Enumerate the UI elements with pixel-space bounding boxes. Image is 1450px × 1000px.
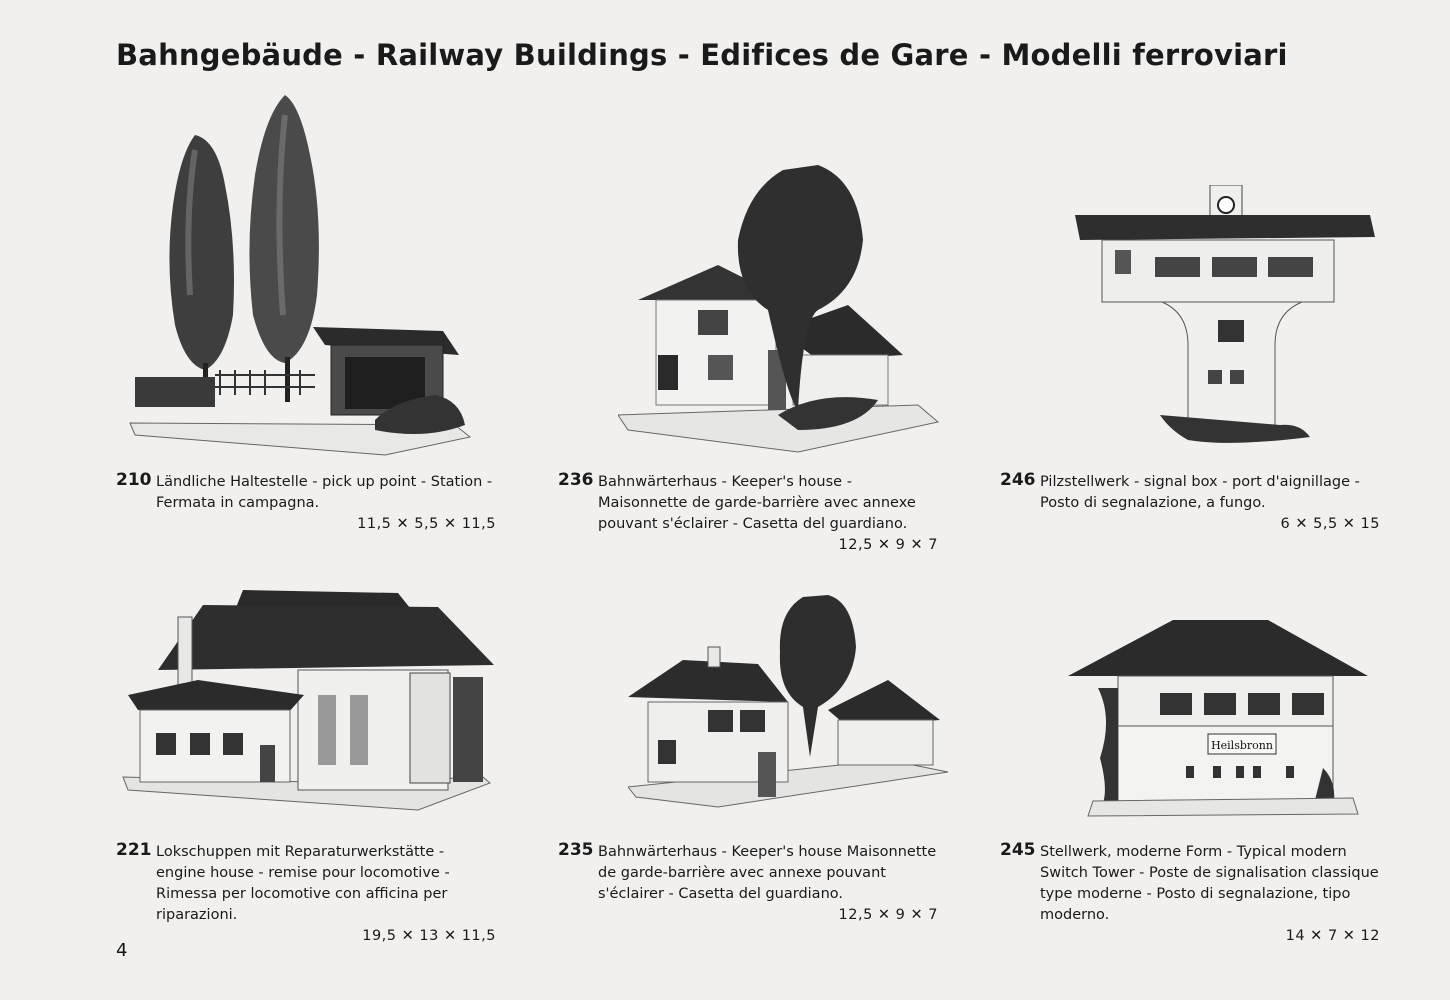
item-number: 236 — [558, 470, 594, 490]
product-photo-246 — [1070, 185, 1380, 450]
item-number: 210 — [116, 470, 152, 490]
item-description: Ländliche Haltestelle - pick up point - Station - Fermata in campagna. — [156, 474, 493, 511]
product-photo-236 — [618, 160, 943, 455]
item-description: Lokschuppen mit Reparaturwerkstätte - engine house - remise pour locomotive - Rimessa per locomotive con afficina per riparazioni. — [156, 844, 450, 923]
item-description: Bahnwärterhaus - Keeper's house Maisonnette de garde-barrière avec annexe pouvant s'éclairer - Casetta del guardiano. — [598, 844, 937, 902]
product-photo-235 — [628, 592, 953, 812]
item-dimensions: 14 ✕ 7 ✕ 12 — [1285, 928, 1380, 944]
item-caption-235 — [558, 842, 938, 926]
item-dimensions: 12,5 ✕ 9 ✕ 7 — [838, 907, 938, 923]
item-dimensions: 19,5 ✕ 13 ✕ 11,5 — [362, 928, 496, 944]
page-number: 4 — [116, 940, 128, 961]
item-description: Pilzstellwerk - signal box - port d'aignillage - Posto di segnalazione, a fungo. — [1040, 474, 1360, 511]
item-description: Stellwerk, moderne Form - Typical modern Switch Tower - Poste de signalisation classique type moderne - Posto di segnalazione, tipo moderno. — [1040, 844, 1379, 923]
item-description: Bahnwärterhaus - Keeper's house - Maisonnette de garde-barrière avec annexe pouvant s'éclairer - Casetta del guardiano. — [598, 474, 916, 532]
item-dimensions: 11,5 ✕ 5,5 ✕ 11,5 — [357, 516, 496, 532]
item-caption-245 — [1000, 842, 1380, 947]
item-dimensions: 12,5 ✕ 9 ✕ 7 — [838, 537, 938, 553]
item-number: 235 — [558, 840, 594, 860]
page-title: Bahngebäude - Railway Buildings - Edifices de Gare - Modelli ferroviari — [116, 38, 1288, 72]
item-caption-246 — [1000, 472, 1380, 535]
item-caption-210 — [116, 472, 496, 535]
item-number: 221 — [116, 840, 152, 860]
product-photo-245 — [1068, 618, 1368, 818]
item-number: 246 — [1000, 470, 1036, 490]
item-caption-236 — [558, 472, 938, 556]
product-photo-221 — [118, 585, 498, 815]
item-dimensions: 6 ✕ 5,5 ✕ 15 — [1280, 516, 1380, 532]
item-caption-221 — [116, 842, 496, 947]
item-number: 245 — [1000, 840, 1036, 860]
station-sign-text: Heilsbronn — [1211, 739, 1273, 752]
product-photo-210 — [125, 95, 475, 460]
